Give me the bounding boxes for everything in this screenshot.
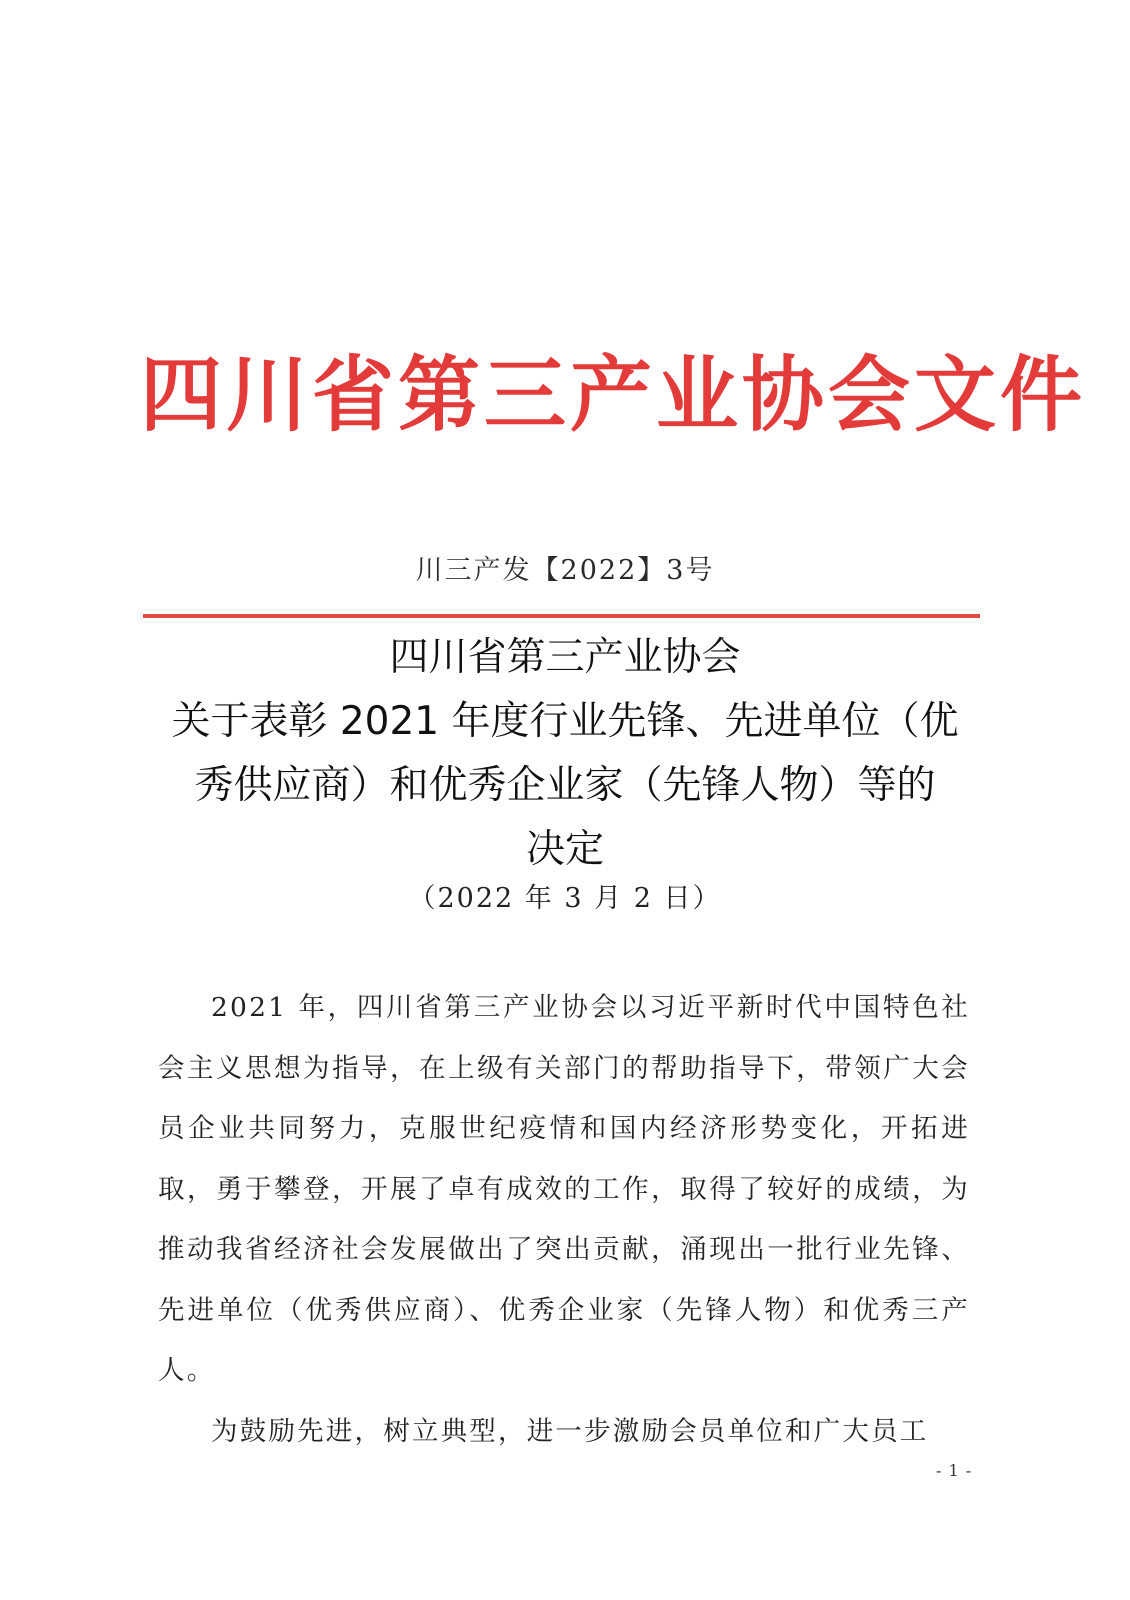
- title-line-2: 关于表彰 2021 年度行业先锋、先进单位（优: [171, 699, 959, 744]
- title-line-4: 决定: [525, 827, 604, 872]
- body-paragraph-2: 为鼓励先进，树立典型，进一步激励会员单位和广大员工: [211, 1415, 929, 1447]
- body-text: [158, 978, 970, 1462]
- body-paragraph-1: 2021 年，四川省第三产业协会以习近平新时代中国特色社会主义思想为指导，在上级有关部门的帮助指导下，带领广大会员企业共同努力，克服世纪疫情和国内经济形势变化，开拓进取，勇于攀登，开展了卓有成效的工作，取得了较好的成绩，为推动我省经济社会发展做出了突出贡献，涌现出一批行业先锋、先进单位（优秀供应商）、优秀企业家（先锋人物）和优秀三产人。: [158, 992, 970, 1386]
- document-title: [150, 626, 980, 882]
- document-number: 川三产发【2022】3号: [415, 555, 715, 586]
- page-number: - 1 -: [936, 1461, 973, 1480]
- title-line-3: 秀供应商）和优秀企业家（先锋人物）等的: [194, 763, 936, 808]
- document-date: （2022 年 3 月 2 日）: [408, 883, 722, 914]
- masthead-title: 四川省第三产业协会文件: [140, 347, 1087, 443]
- red-divider: [143, 614, 980, 618]
- title-line-1: 四川省第三产业协会: [389, 635, 741, 680]
